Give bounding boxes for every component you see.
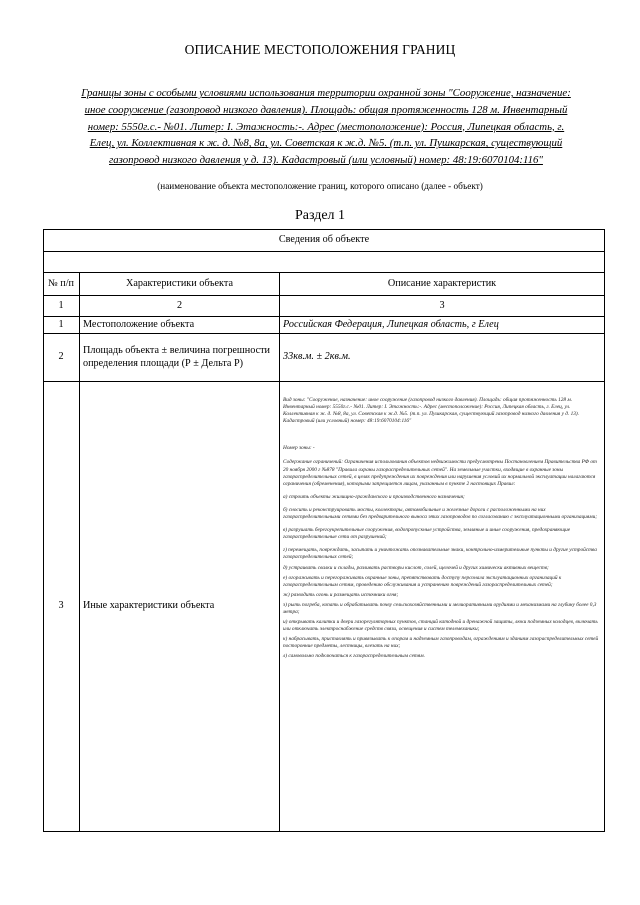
subject-line: иное сооружение (газопровод низкого давления). Площадь: общая протяженность 128 м. Инвентарный [84,103,568,116]
row-description: 33кв.м. ± 2кв.м. [283,351,351,363]
table-rule [43,251,605,252]
restriction-item: г) перемещать, повреждать, засыпать и уничтожать опознавательные знаки, контрольно-измерительные пункты и другие устройства газораспределительных сетей; [283,547,597,561]
table-title: Сведения об объекте [278,234,370,246]
restriction-item: з) рыть погреба, копать и обрабатывать почву сельскохозяйственными и мелиоративными орудиями и механизмами на глубину более 0,3 метра; [283,601,597,615]
row-number: 2 [58,351,64,363]
object-subject [48,85,604,169]
table-border [604,229,605,832]
restriction-item: ж) разводить огонь и размещать источники огня; [283,591,399,598]
header-description: Описание характеристик [387,277,497,289]
subject-line: газопровод низкого давления у д. 13). Кадастровый (или условный) номер: 48:19:6070104:116" [109,154,543,167]
restriction-item: к) набрасывать, приставлять и привязывать к опорам и надземным газопроводам, ограждениям и зданиям газораспределительных сетей посторонние предметы, лестницы, влезать на них; [283,636,599,650]
subject-line: номер: 5550г.с.- №01. Литер: I. Этажность:-. Адрес (местоположение): Россия, Липецкая область, г. [87,120,565,133]
row-characteristic: Местоположение объекта [83,318,195,330]
table-border [43,831,605,832]
subject-caption: (наименование объекта местоположение границ, которого описано (далее - объект) [157,181,483,191]
restriction-item: е) огораживать и перегораживать охранные зоны, препятствовать доступу персонала эксплуатационных организаций к газораспределительным сетям, проведению обслуживания и устранению повреждений газораспределительных сетей; [283,574,562,588]
restriction-item: и) открывать калитки и двери газорегуляторных пунктов, станций катодной и дренажной защиты, люки подземных колодцев, включать или отключать электроснабжение средств связи, освещения и систем телемеханики; [283,619,598,633]
row-characteristic: Иные характеристики объекта [83,600,215,612]
header-characteristic: Характеристики объекта [126,277,233,289]
table-rule [279,272,280,832]
table-rule [79,272,80,832]
header-number: № п/п [47,277,74,289]
document-title: ОПИСАНИЕ МЕСТОПОЛОЖЕНИЯ ГРАНИЦ [184,42,456,57]
restriction-content: Содержание ограничений: Ограничения использования объектов недвижимости предусмотрены Постановлением Правительства РФ от 20 ноября 2000 г №878 "Правила охраны газораспределительных сетей". На земельные участки, входящие в охранные зоны газораспределительных сетей, в целях предупреждения их повреждения или нарушения условий их нормальной эксплуатации налагаются ограничения (обременения), которыми запрещается лицам, указанным в пункте 2 настоящих Правил: [283,459,597,487]
row-characteristic: Площадь объекта ± величина погрешности определения площади (Р ± Дельта Р) [83,344,271,369]
zone-type: Вид зоны: "Сооружение, назначение: иное сооружение (газопровод низкого давления). Площадь: общая протяженность 128 м. Инвентарный номер: 5550г.с.- №01. Литер: I. Этажность:-. Адрес (местоположение): Россия, Липецкая область, г. Елец, ул. Коллективная к ж. д. №8, 8а, ул. Советская к ж.д. №5. (т.п. ул. Пушкарская, существующий газопровод низкого давления у д. 13). Кадастровый (или условный) номер: 48:19:6070104:116" [283,397,579,425]
subject-line: Елец, ул. Коллективная к ж. д. №8, 8а, ул. Советская к ж.д. №5. (т.п. ул. Пушкарская, существующий [89,137,563,150]
section-title: Раздел 1 [294,208,346,223]
row-number: 3 [58,600,64,612]
subject-line: Границы зоны с особыми условиями использования территории охранной зоны "Сооружение, назначение: [81,87,571,99]
row-description: Российская Федерация, Липецкая область, г Елец [283,318,499,330]
other-characteristics-text [283,397,601,661]
restriction-item: б) сносить и реконструировать мосты, коллекторы, автомобильные и железные дороги с расположенными на них газораспределительными сетями без предварительного выноса этих газопроводов по согласованию с эксплуатационными организациями; [283,506,598,521]
zone-number: Номер зоны: - [283,445,315,452]
column-number: 3 [439,299,445,311]
restriction-item: л) самовольно подключаться к газораспределительным сетям. [283,653,425,660]
restriction-item: а) строить объекты жилищно-гражданского и производственного назначения; [283,493,465,500]
restriction-item: д) устраивать свалки и склады, разливать растворы кислот, солей, щелочей и других химически активных веществ; [283,564,549,571]
restriction-item: в) разрушать берегоукрепительные сооружения, водопропускные устройства, земляные и иные сооружения, предохраняющие газораспределительные сети от разрушений; [283,527,571,541]
row-number: 1 [58,318,64,330]
column-number: 2 [176,299,183,311]
column-number: 1 [58,299,64,311]
